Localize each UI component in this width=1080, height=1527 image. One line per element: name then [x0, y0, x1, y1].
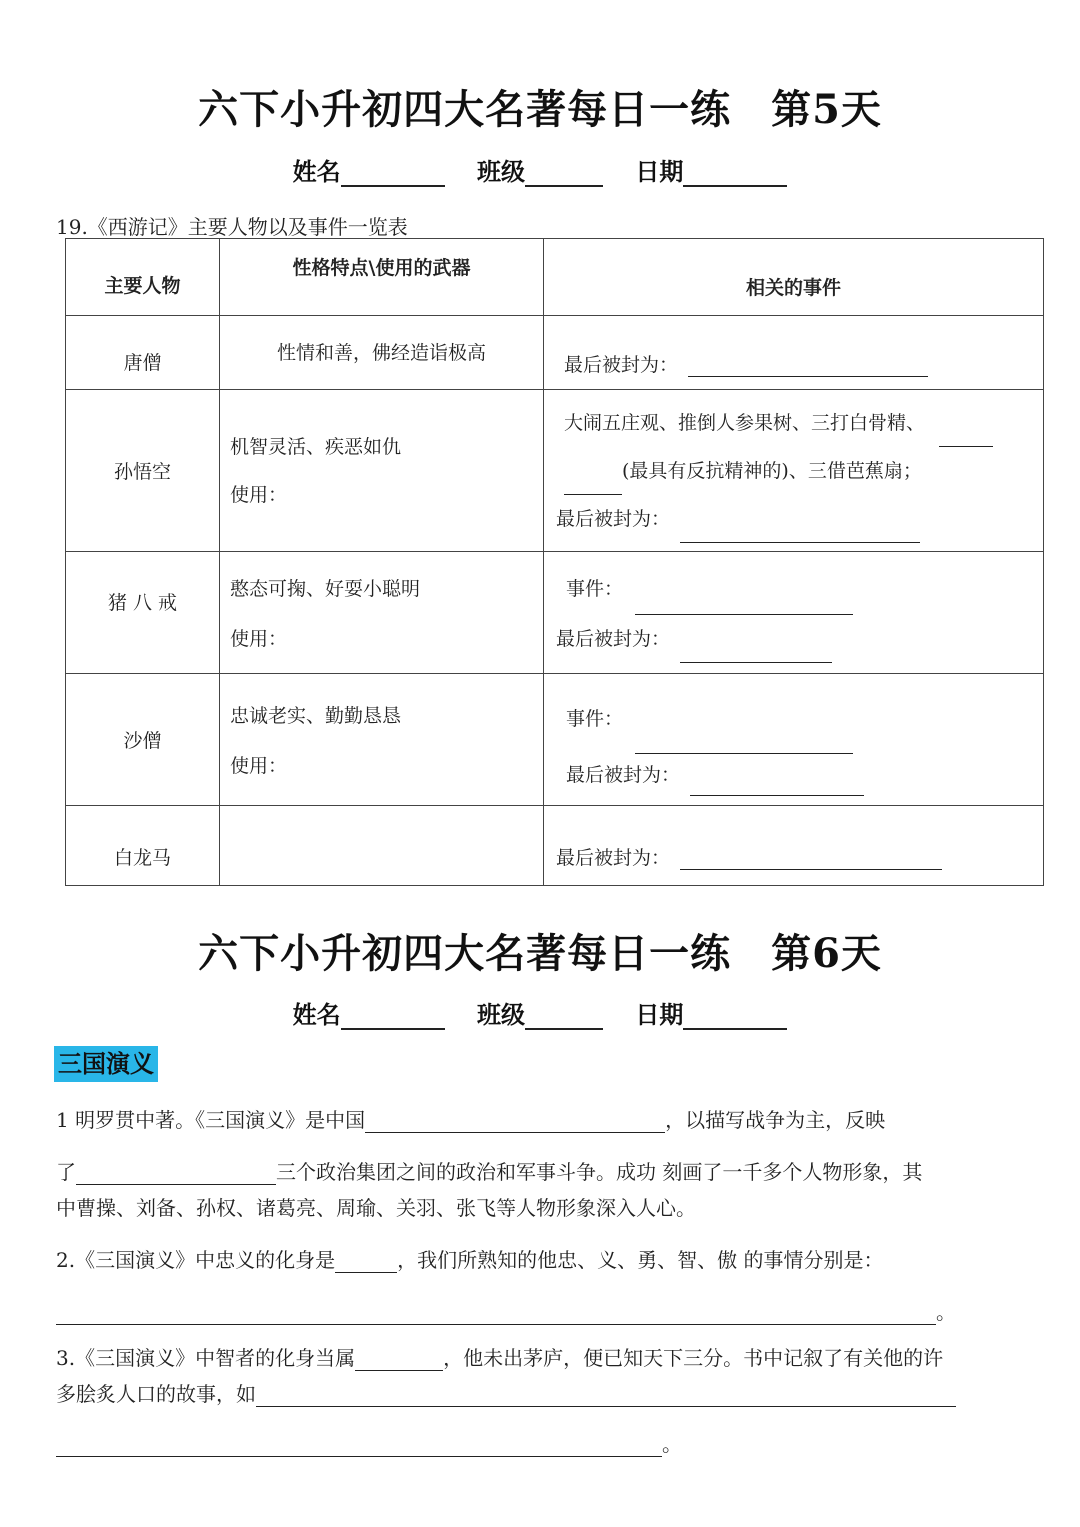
event-cell	[544, 316, 1044, 390]
class-label: 班级	[477, 1000, 525, 1029]
character-trait: 机智灵活、疾恶如仇	[230, 435, 402, 458]
q3-line1	[56, 1342, 943, 1371]
answer-blank[interactable]	[680, 524, 920, 543]
name-field[interactable]	[341, 1006, 445, 1030]
event-cell	[544, 806, 1044, 886]
answer-blank[interactable]	[635, 735, 853, 754]
q1-line1	[56, 1104, 885, 1133]
event-label: 事件：	[566, 707, 624, 730]
event-cell	[544, 674, 1044, 806]
header-character: 主要人物	[66, 239, 220, 316]
answer-blank[interactable]	[56, 1304, 936, 1325]
name-label: 姓名	[292, 1000, 341, 1029]
q3-text: ，他未出茅庐，便已知天下三分。书中记叙了有关他的许	[443, 1346, 944, 1370]
table-row	[66, 316, 1044, 390]
title-text: 六下小升初四大名著每日一练	[198, 930, 732, 977]
final-title-label: 最后被封为：	[556, 507, 671, 530]
student-info-day6	[0, 995, 1080, 1030]
table-row	[66, 390, 1044, 552]
final-title-label: 最后被封为：	[556, 847, 671, 869]
answer-blank[interactable]	[76, 1164, 276, 1185]
trait-cell	[220, 674, 544, 806]
weapon-label: 使用：	[230, 754, 288, 777]
character-trait	[220, 806, 544, 886]
date-label: 日期	[635, 1000, 684, 1029]
q3-line3	[56, 1428, 682, 1457]
character-table	[65, 238, 1044, 886]
final-title-label: 最后被封为：	[564, 354, 679, 376]
name-label: 姓名	[292, 157, 341, 186]
table-row	[66, 552, 1044, 674]
character-name: 猪 八 戒	[66, 552, 220, 674]
class-field[interactable]	[525, 1006, 603, 1030]
q3-end: 。	[662, 1432, 682, 1456]
table-header-row	[66, 239, 1044, 316]
answer-blank[interactable]	[564, 476, 622, 495]
question-heading: 19.《西游记》主要人物以及事件一览表	[56, 215, 408, 239]
title-text: 六下小升初四大名著每日一练	[198, 86, 732, 133]
character-trait: 性情和善，佛经造诣极高	[220, 316, 544, 390]
trait-cell	[220, 552, 544, 674]
q2-line2	[56, 1296, 956, 1325]
section-tag: 三国演义	[54, 1046, 158, 1082]
answer-blank[interactable]	[680, 851, 942, 870]
answer-blank[interactable]	[365, 1112, 665, 1133]
answer-blank[interactable]	[939, 428, 993, 447]
event-text: 大闹五庄观、推倒人参果树、三打白骨精、	[564, 411, 926, 434]
class-label: 班级	[477, 157, 525, 186]
q1-text: 了	[56, 1160, 76, 1184]
answer-blank[interactable]	[690, 777, 864, 796]
character-name: 沙僧	[66, 674, 220, 806]
weapon-label: 使用：	[230, 627, 288, 650]
q1-line2	[56, 1156, 922, 1185]
table-row	[66, 674, 1044, 806]
answer-blank[interactable]	[56, 1436, 662, 1457]
event-cell	[544, 390, 1044, 552]
page-title-day5	[0, 78, 1080, 135]
q3-line2	[56, 1378, 956, 1407]
q1-text: 三个政治集团之间的政治和军事斗争。成功 刻画了一千多个人物形象，其	[276, 1160, 923, 1184]
day-label: 第6天	[771, 930, 882, 977]
trait-cell	[220, 390, 544, 552]
event-label: 事件：	[566, 577, 624, 600]
q2-end: 。	[936, 1300, 956, 1324]
q3-text: 多脍炙人口的故事，如	[56, 1382, 256, 1406]
answer-blank[interactable]	[335, 1252, 397, 1273]
event-cell	[544, 552, 1044, 674]
answer-blank[interactable]	[688, 358, 928, 377]
q3-text: 3.《三国演义》中智者的化身当属	[56, 1346, 356, 1370]
q1-text: ，以描写战争为主，反映	[665, 1108, 886, 1132]
answer-blank[interactable]	[635, 596, 853, 615]
event-text: (最具有反抗精神的)、三借芭蕉扇；	[622, 459, 922, 482]
character-name: 唐僧	[66, 316, 220, 390]
q2-text: ，我们所熟知的他忠、义、勇、智、傲 的事情分别是：	[397, 1248, 884, 1272]
final-title-label: 最后被封为：	[566, 763, 681, 786]
q2-line1	[56, 1244, 883, 1273]
q1-text: 1 明罗贯中著。《三国演义》是中国	[56, 1108, 366, 1132]
page-title-day6	[0, 922, 1080, 979]
answer-blank[interactable]	[355, 1350, 443, 1371]
character-trait: 憨态可掬、好耍小聪明	[230, 577, 421, 600]
final-title-label: 最后被封为：	[556, 627, 671, 650]
class-field[interactable]	[525, 163, 603, 187]
student-info-day5	[0, 152, 1080, 187]
character-name: 孙悟空	[66, 390, 220, 552]
header-traits: 性格特点\使用的武器	[220, 239, 544, 316]
name-field[interactable]	[341, 163, 445, 187]
date-label: 日期	[635, 157, 684, 186]
header-events: 相关的事件	[544, 239, 1044, 316]
answer-blank[interactable]	[256, 1386, 956, 1407]
weapon-label: 使用：	[230, 483, 288, 506]
table-row	[66, 806, 1044, 886]
date-field[interactable]	[683, 1006, 787, 1030]
q1-text: 中曹操、刘备、孙权、诸葛亮、周瑜、关羽、张飞等人物形象深入人心。	[56, 1196, 696, 1220]
day-label: 第5天	[771, 86, 882, 133]
character-name: 白龙马	[66, 806, 220, 886]
answer-blank[interactable]	[680, 644, 832, 663]
character-trait: 忠诚老实、勤勤恳恳	[230, 704, 402, 727]
date-field[interactable]	[683, 163, 787, 187]
q2-text: 2.《三国演义》中忠义的化身是	[56, 1248, 336, 1272]
